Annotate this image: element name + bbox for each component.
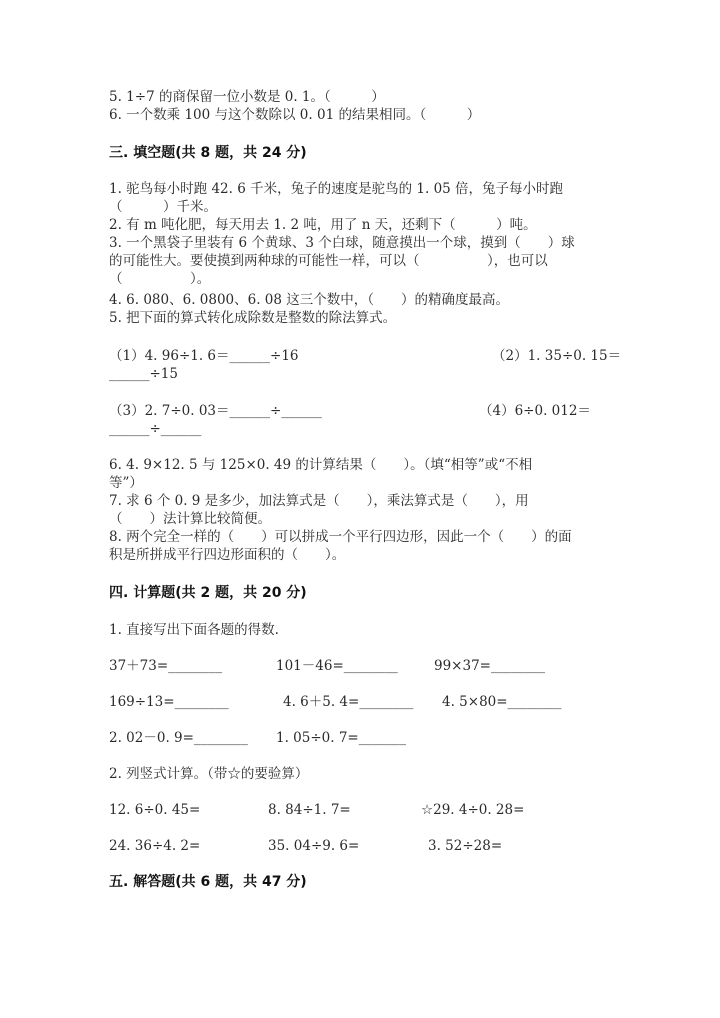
fill-q1-line1: 1. 驼鸟每小时跑 42. 6 千米，兔子的速度是驼鸟的 1. 05 倍，兔子每小时跑 (109, 181, 564, 197)
fill-q3-line2: 的可能性大。要使摸到两种球的可能性一样，可以（ ），也可以 (109, 253, 548, 269)
fill-q7-line2: （ ）法计算比较简便。 (109, 511, 271, 527)
judgement-q5: 5. 1÷7 的商保留一位小数是 0. 1。（ ） (109, 89, 385, 105)
vertical-1-1: 12. 6÷0. 45= (109, 802, 201, 818)
fill-q8-line1: 8. 两个完全一样的（ ）可以拼成一个平行四边形，因此一个（ ）的面 (109, 529, 572, 545)
oral-1-1: 37＋73=________ (109, 658, 223, 674)
vertical-2-3: 3. 52÷28= (428, 838, 503, 854)
section3-title: 三. 填空题(共 8 题，共 24 分) (109, 145, 307, 161)
fill-q3-line3: （ ）。 (109, 271, 211, 287)
fill-q3-line1: 3. 一个黑袋子里装有 6 个黄球、3 个白球，随意摸出一个球，摸到（ ）球 (109, 235, 575, 251)
oral-1-2: 101－46=________ (276, 658, 398, 674)
conversion-1: （1）4. 96÷1. 6＝______÷16 (109, 348, 299, 364)
conversion-4-cont: ______÷______ (109, 421, 202, 437)
calc-q1-label: 1. 直接写出下面各题的得数. (109, 622, 279, 638)
conversion-3: （3）2. 7÷0. 03＝______÷______ (109, 403, 322, 419)
fill-q6-line2: 等”） (109, 475, 143, 491)
fill-q4: 4. 6. 080、6. 0800、6. 08 这三个数中，（ ）的精确度最高。 (109, 292, 510, 308)
oral-2-2: 4. 6＋5. 4=________ (283, 694, 414, 710)
section4-title: 四. 计算题(共 2 题，共 20 分) (109, 585, 307, 601)
oral-1-3: 99×37=________ (434, 658, 545, 674)
calc-q2-label: 2. 列竖式计算。（带☆的要验算） (109, 766, 309, 782)
fill-q2: 2. 有 m 吨化肥，每天用去 1. 2 吨，用了 n 天，还剩下（ ）吨。 (109, 217, 537, 233)
fill-q7-line1: 7. 求 6 个 0. 9 是多少，加法算式是（ ），乘法算式是（ ），用 (109, 493, 529, 509)
conversion-2-cont: ______÷15 (109, 366, 178, 382)
conversion-4: （4）6÷0. 012＝ (479, 403, 591, 419)
vertical-2-1: 24. 36÷4. 2= (109, 838, 201, 854)
oral-3-2: 1. 05÷0. 7=_______ (276, 730, 406, 746)
vertical-2-2: 35. 04÷9. 6= (268, 838, 360, 854)
fill-q6-line1: 6. 4. 9×12. 5 与 125×0. 49 的计算结果（ ）。（填“相等”或“不相 (109, 457, 533, 473)
fill-q8-line2: 积是所拼成平行四边形面积的（ ）。 (109, 547, 346, 563)
fill-q5: 5. 把下面的算式转化成除数是整数的除法算式。 (109, 310, 397, 326)
vertical-1-2: 8. 84÷1. 7= (268, 802, 351, 818)
judgement-q6: 6. 一个数乘 100 与这个数除以 0. 01 的结果相同。（ ） (109, 107, 481, 123)
fill-q1-line2: （ ）千米。 (109, 199, 217, 215)
oral-2-3: 4. 5×80=________ (442, 694, 562, 710)
oral-3-1: 2. 02－0. 9=________ (109, 730, 248, 746)
vertical-1-3: ☆29. 4÷0. 28= (421, 802, 525, 818)
conversion-2: （2）1. 35÷0. 15＝ (492, 348, 622, 364)
oral-2-1: 169÷13=________ (109, 694, 229, 710)
section5-title: 五. 解答题(共 6 题，共 47 分) (109, 874, 307, 890)
